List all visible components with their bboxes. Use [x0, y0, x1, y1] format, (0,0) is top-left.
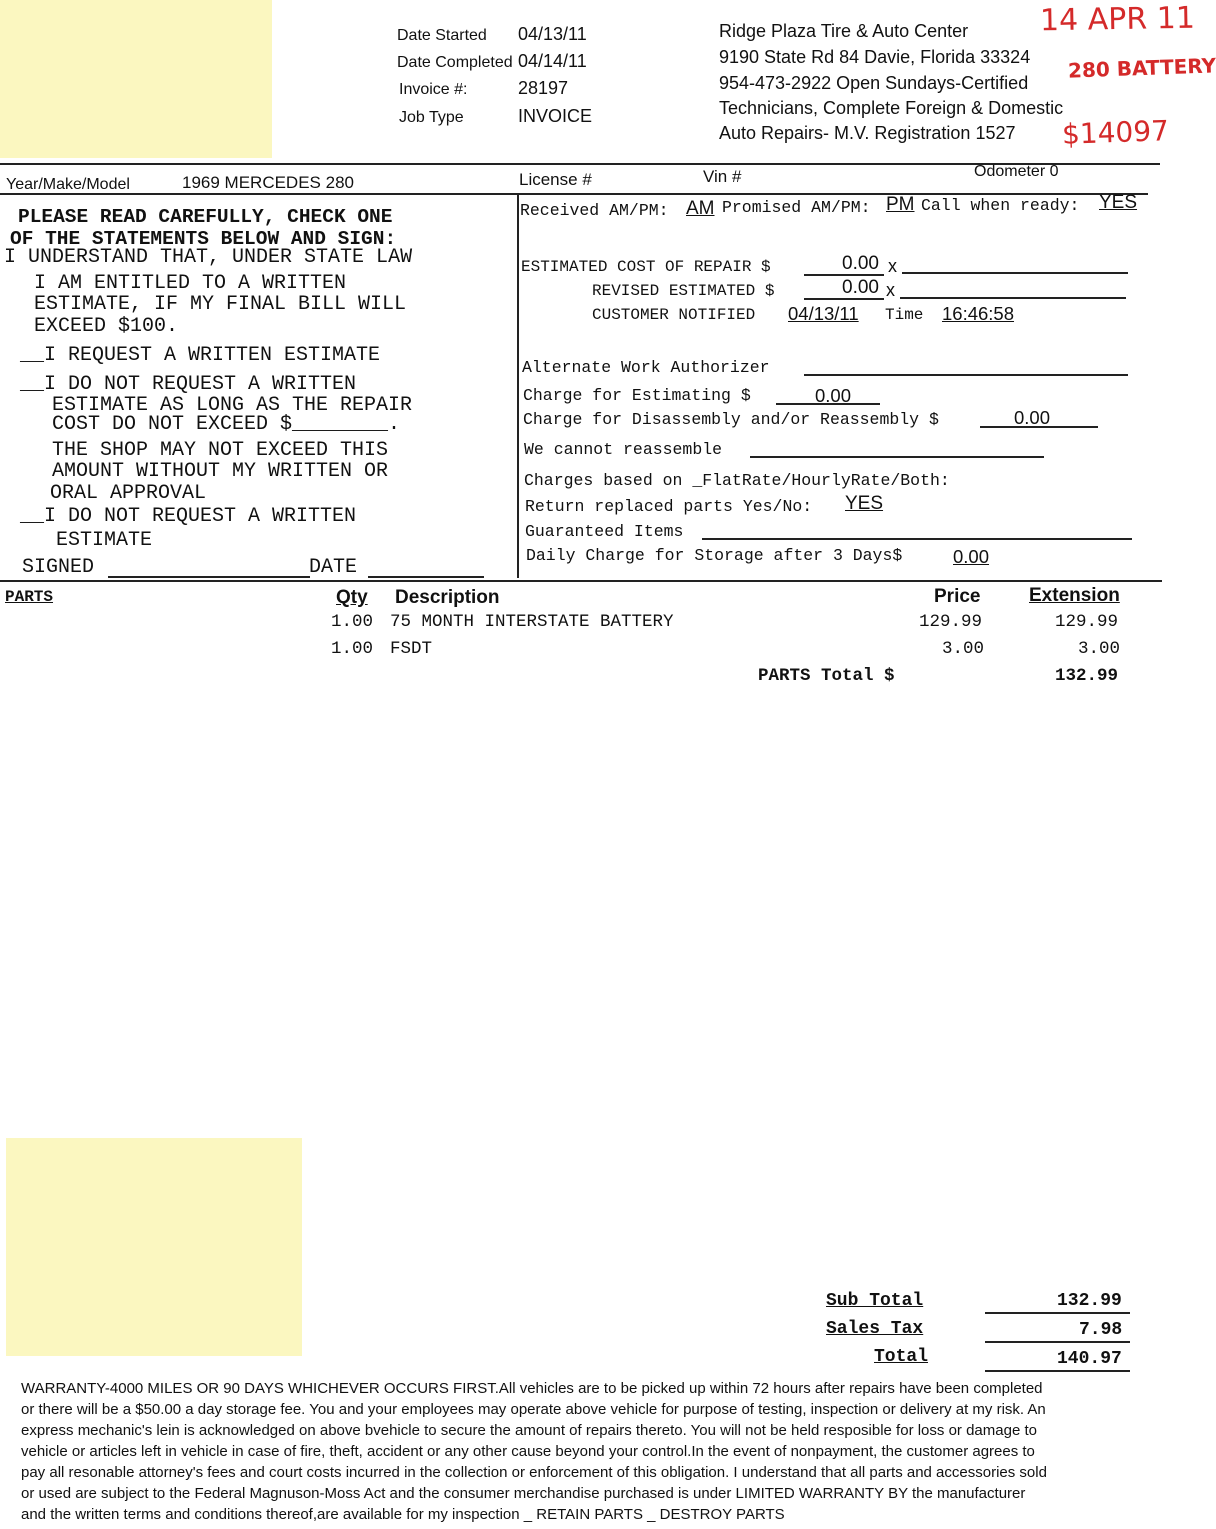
divider-vertical — [517, 194, 519, 578]
part-extension: 3.00 — [1078, 639, 1121, 659]
date-sign-label: DATE — [309, 556, 358, 579]
vin-label: Vin # — [703, 167, 742, 186]
option-no-estimate-limit-line-4: THE SHOP MAY NOT EXCEED THIS — [52, 439, 389, 462]
part-description: FSDT — [390, 639, 433, 659]
odometer-label: Odometer 0 — [974, 163, 1059, 180]
statement-line-1: PLEASE READ CAREFULLY, CHECK ONE — [18, 206, 393, 228]
year-make-model-value: 1969 MERCEDES 280 — [182, 173, 354, 192]
subtotal-value: 132.99 — [1057, 1291, 1122, 1311]
option-no-estimate-limit-line-2: ESTIMATE AS LONG AS THE REPAIR — [52, 394, 413, 417]
parts-total-label: PARTS Total $ — [758, 666, 895, 686]
promised-value: PM — [886, 194, 915, 215]
guaranteed-items-line[interactable] — [702, 538, 1132, 540]
promised-label: Promised AM/PM: — [722, 198, 871, 217]
handwritten-item: 280 BATTERY — [1067, 53, 1216, 83]
job-type-value: INVOICE — [518, 106, 593, 126]
parts-total-value: 132.99 — [1055, 666, 1119, 686]
storage-charge-label: Daily Charge for Storage after 3 Days$ — [526, 546, 903, 565]
option-no-estimate-limit-line-3: COST DO NOT EXCEED $________. — [52, 413, 401, 436]
date-sign-line[interactable] — [368, 576, 484, 578]
statement-line-3: I UNDERSTAND THAT, UNDER STATE LAW — [4, 246, 413, 269]
estimated-cost-signature-line[interactable] — [902, 272, 1128, 274]
cannot-reassemble-line[interactable] — [750, 456, 1044, 458]
statement-line-4: I AM ENTITLED TO A WRITTEN — [34, 272, 347, 295]
estimated-cost-value: 0.00 — [842, 253, 879, 274]
sticky-note-top — [0, 0, 272, 158]
return-parts-value: YES — [845, 493, 884, 514]
customer-notified-date: 04/13/11 — [788, 303, 859, 324]
shop-line-1: Ridge Plaza Tire & Auto Center — [719, 21, 969, 41]
notified-time-value: 16:46:58 — [942, 303, 1015, 324]
handwritten-date: 14 APR 11 — [1039, 0, 1196, 39]
part-qty: 1.00 — [331, 639, 374, 659]
invoice-number: 28197 — [518, 78, 569, 98]
customer-notified-label: CUSTOMER NOTIFIED — [592, 306, 756, 324]
signed-label: SIGNED — [22, 556, 95, 579]
divider-parts — [0, 580, 1162, 582]
revised-estimate-signature-line[interactable] — [900, 297, 1126, 299]
part-extension: 129.99 — [1055, 612, 1119, 632]
estimated-cost-x: x — [888, 256, 897, 276]
shop-line-5: Auto Repairs- M.V. Registration 1527 — [719, 123, 1016, 143]
part-qty: 1.00 — [331, 612, 374, 632]
license-label: License # — [519, 170, 592, 189]
statement-line-5: ESTIMATE, IF MY FINAL BILL WILL — [34, 293, 407, 316]
parts-col-description: Description — [395, 587, 500, 608]
statement-line-6: EXCEED $100. — [34, 315, 179, 338]
warranty-line-1: WARRANTY-4000 MILES OR 90 DAYS WHICHEVER OCCURS FIRST.All vehicles are to be picked up within 72 hours after repairs have been completed — [21, 1380, 1043, 1397]
handwritten-amount: $14097 — [1061, 114, 1170, 151]
date-started-value: 04/13/11 — [518, 24, 587, 44]
total-value: 140.97 — [1057, 1349, 1122, 1369]
total-label: Total — [874, 1347, 929, 1367]
estimated-cost-label: ESTIMATED COST OF REPAIR $ — [521, 258, 771, 276]
revised-estimate-label: REVISED ESTIMATED $ — [592, 282, 775, 300]
warranty-line-6: or used are subject to the Federal Magnuson-Moss Act and the consumer merchandise purchased is under LIMITED WARRANTY BY the manufacturer — [21, 1485, 1026, 1502]
warranty-line-5: pay all resonable attorney's fees and court costs incurred in the collection or enforcement of this obligation. I understand that all parts and accessories sold — [21, 1464, 1047, 1481]
received-value: AM — [686, 198, 715, 219]
job-type-label: Job Type — [399, 109, 464, 126]
cannot-reassemble-label: We cannot reassemble — [524, 440, 723, 459]
part-description: 75 MONTH INTERSTATE BATTERY — [390, 612, 674, 632]
parts-col-extension: Extension — [1029, 585, 1120, 606]
charge-estimating-value: 0.00 — [815, 385, 852, 406]
sales-tax-line — [985, 1341, 1130, 1343]
part-price: 3.00 — [942, 639, 985, 659]
warranty-line-3: express mechanic's lein is acknowledged on above bvehicle to secure the amount of repairs thereto. You will not be held resposible for loss or damage to — [21, 1422, 1037, 1439]
alternate-authorizer-line[interactable] — [804, 374, 1128, 376]
charges-based-label: Charges based on _FlatRate/HourlyRate/Both: — [524, 471, 950, 490]
signature-line[interactable] — [108, 576, 310, 578]
warranty-line-7: and the written terms and conditions thereof,are available for my inspection _ RETAIN PARTS _ DESTROY PARTS — [21, 1506, 785, 1523]
subtotal-line — [985, 1312, 1130, 1314]
date-completed-label: Date Completed — [397, 54, 513, 71]
storage-charge-value: 0.00 — [953, 546, 990, 567]
warranty-line-4: vehicle or articles left in vehicle in case of fire, theft, accident or any other cause beyond your control.In the event of nonpayment, the customer agrees to — [21, 1443, 1035, 1460]
sales-tax-label: Sales Tax — [826, 1319, 924, 1339]
date-completed-value: 04/14/11 — [518, 51, 587, 71]
charge-estimating-label: Charge for Estimating $ — [523, 386, 751, 405]
shop-line-3: 954-473-2922 Open Sundays-Certified — [719, 73, 1029, 93]
charge-disassembly-value: 0.00 — [1014, 407, 1051, 428]
year-make-model-label: Year/Make/Model — [6, 176, 130, 193]
notified-time-label: Time — [885, 306, 924, 324]
total-line — [985, 1370, 1130, 1372]
part-price: 129.99 — [919, 612, 983, 632]
sales-tax-value: 7.98 — [1079, 1320, 1123, 1340]
option-request-estimate[interactable]: __I REQUEST A WRITTEN ESTIMATE — [20, 344, 381, 367]
option-no-estimate-limit[interactable]: __I DO NOT REQUEST A WRITTEN — [20, 373, 357, 396]
call-when-ready-label: Call when ready: — [921, 196, 1080, 215]
parts-col-qty: Qty — [336, 587, 368, 608]
guaranteed-items-label: Guaranteed Items — [525, 522, 684, 541]
parts-section-label: PARTS — [5, 588, 54, 606]
revised-estimate-value: 0.00 — [842, 277, 879, 298]
statement-line-2: OF THE STATEMENTS BELOW AND SIGN: — [10, 228, 397, 250]
revised-estimate-x: x — [886, 280, 895, 300]
option-no-estimate-line-2: ESTIMATE — [56, 529, 153, 552]
divider-vehicle — [0, 193, 1148, 195]
warranty-line-2: or there will be a $50.00 a day storage fee. You and your employees may operate above vehicle for purpose of testing, inspection or delivery at my risk. An — [21, 1401, 1046, 1418]
parts-col-price: Price — [934, 586, 981, 607]
charge-disassembly-label: Charge for Disassembly and/or Reassembly $ — [523, 410, 939, 429]
alternate-authorizer-label: Alternate Work Authorizer — [522, 358, 770, 377]
sticky-note-bottom — [6, 1138, 302, 1356]
shop-line-4: Technicians, Complete Foreign & Domestic — [719, 98, 1064, 118]
call-when-ready-value: YES — [1099, 192, 1138, 213]
shop-line-2: 9190 State Rd 84 Davie, Florida 33324 — [719, 47, 1031, 67]
invoice-label: Invoice #: — [399, 81, 468, 98]
option-no-estimate-limit-line-6: ORAL APPROVAL — [50, 482, 207, 505]
date-started-label: Date Started — [397, 27, 487, 44]
received-label: Received AM/PM: — [520, 201, 669, 220]
subtotal-label: Sub Total — [826, 1291, 924, 1311]
option-no-estimate[interactable]: __I DO NOT REQUEST A WRITTEN — [20, 505, 357, 528]
option-no-estimate-limit-line-5: AMOUNT WITHOUT MY WRITTEN OR — [52, 460, 389, 483]
return-parts-label: Return replaced parts Yes/No: — [525, 497, 813, 516]
